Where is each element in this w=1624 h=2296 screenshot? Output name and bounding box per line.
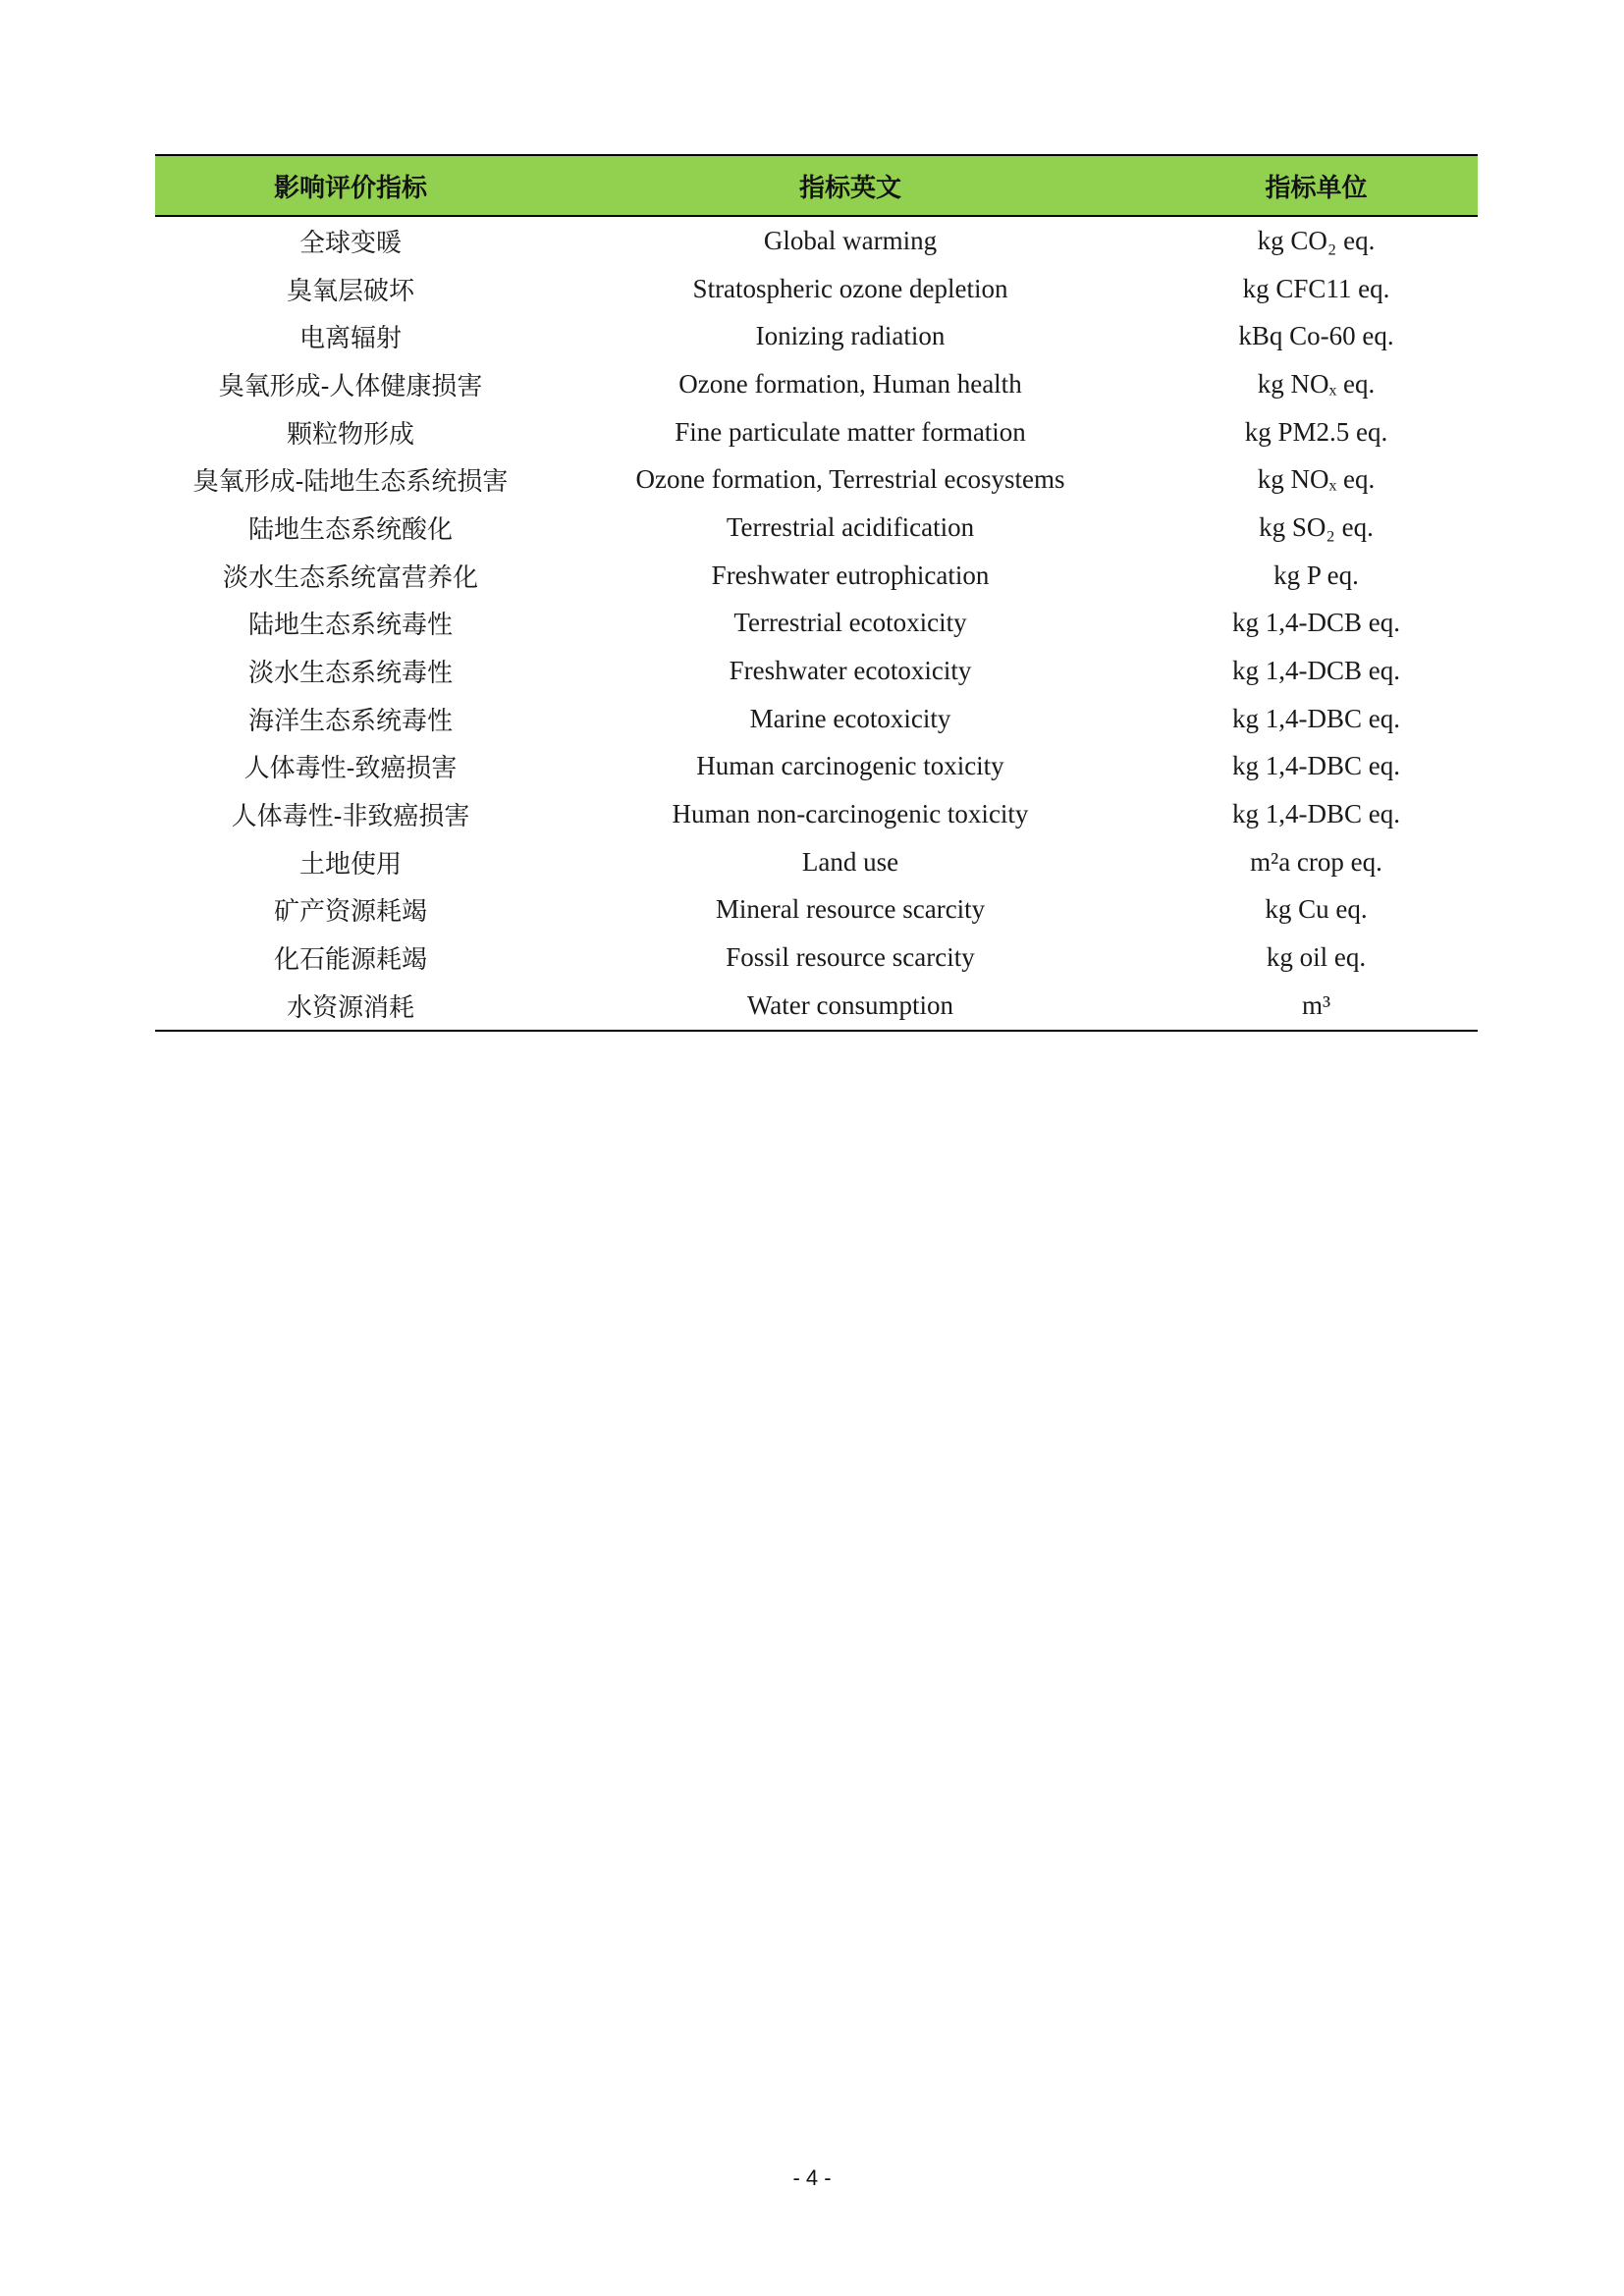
unit-cell: m³ xyxy=(1155,982,1478,1031)
indicator-cell: 颗粒物形成 xyxy=(286,419,414,450)
unit-cell: kg NOₓ eq. xyxy=(1257,464,1376,495)
page-number: - 4 - xyxy=(792,2165,832,2190)
unit-cell: kg PM2.5 eq. xyxy=(1244,416,1388,447)
indicator-cell: 臭氧形成-陆地生态系统损害 xyxy=(192,467,509,498)
table-header-row xyxy=(155,155,1478,216)
unit-cell: kg 1,4-DBC eq. xyxy=(1232,703,1400,733)
unit-cell: kg oil eq. xyxy=(1266,942,1367,973)
unit-cell: kg P eq. xyxy=(1273,560,1359,590)
english-name-cell: Ionizing radiation xyxy=(755,321,946,351)
impact-indicator-table xyxy=(155,154,1478,1032)
english-name-cell: Fossil resource scarcity xyxy=(726,942,975,973)
indicator-cell: 人体毒性-非致癌损害 xyxy=(231,802,470,832)
unit-cell: kg 1,4-DCB eq. xyxy=(1232,608,1400,638)
table-row xyxy=(155,312,1478,360)
unit-cell: kBq Co-60 eq. xyxy=(1238,321,1394,351)
indicator-cell: 淡水生态系统富营养化 xyxy=(222,562,478,593)
indicator-cell: 水资源消耗 xyxy=(155,982,546,1031)
table-row xyxy=(155,647,1478,695)
indicator-cell: 人体毒性-致癌损害 xyxy=(244,754,458,784)
table-row xyxy=(155,600,1478,648)
table-row xyxy=(155,360,1478,408)
table-row xyxy=(155,504,1478,552)
table-row xyxy=(155,790,1478,838)
indicator-cell: 臭氧形成-人体健康损害 xyxy=(218,371,483,401)
english-name-cell: Terrestrial ecotoxicity xyxy=(733,608,967,638)
english-name-cell: Land use xyxy=(801,846,899,877)
table-row xyxy=(155,982,1478,1031)
english-name-cell: Human non-carcinogenic toxicity xyxy=(672,799,1029,829)
indicator-cell: 化石能源耗竭 xyxy=(273,945,427,976)
indicator-cell: 土地使用 xyxy=(298,849,402,880)
english-name-cell: Fine particulate matter formation xyxy=(675,416,1026,447)
english-name-cell: Mineral resource scarcity xyxy=(715,894,986,925)
unit-cell: kg CFC11 eq. xyxy=(1242,273,1390,303)
unit-cell: kg 1,4-DCB eq. xyxy=(1232,656,1400,686)
table-row xyxy=(155,838,1478,886)
unit-cell: kg CO₂ eq. xyxy=(1257,225,1376,255)
english-name-cell: Marine ecotoxicity xyxy=(749,703,951,733)
english-name-cell: Global warming xyxy=(763,225,938,255)
indicator-cell: 臭氧层破坏 xyxy=(286,276,414,306)
table-row xyxy=(155,886,1478,934)
indicator-cell: 海洋生态系统毒性 xyxy=(247,706,453,736)
table-row xyxy=(155,743,1478,791)
english-name-cell: Water consumption xyxy=(546,982,1155,1031)
table-row xyxy=(155,695,1478,743)
table-row xyxy=(155,455,1478,504)
english-name-cell: Freshwater eutrophication xyxy=(711,560,990,590)
english-name-cell: Terrestrial acidification xyxy=(726,511,975,542)
english-name-cell: Ozone formation, Terrestrial ecosystems xyxy=(635,464,1065,495)
table-row xyxy=(155,216,1478,265)
header-english-name: 指标英文 xyxy=(546,155,1155,216)
english-name-cell: Human carcinogenic toxicity xyxy=(696,751,1004,781)
table-row xyxy=(155,408,1478,456)
unit-cell: m²a crop eq. xyxy=(1250,846,1382,877)
table-row xyxy=(155,552,1478,600)
english-name-cell: Ozone formation, Human health xyxy=(678,368,1022,399)
indicator-cell: 矿产资源耗竭 xyxy=(273,897,427,928)
indicator-cell: 全球变暖 xyxy=(298,228,402,258)
indicator-cell: 电离辐射 xyxy=(298,324,402,354)
indicator-cell: 淡水生态系统毒性 xyxy=(247,659,453,689)
english-name-cell: Freshwater ecotoxicity xyxy=(729,656,972,686)
english-name-cell: Stratospheric ozone depletion xyxy=(692,273,1008,303)
table-row xyxy=(155,265,1478,313)
table-row xyxy=(155,934,1478,982)
unit-cell: kg Cu eq. xyxy=(1265,894,1368,925)
unit-cell: kg 1,4-DBC eq. xyxy=(1232,751,1400,781)
indicator-cell: 陆地生态系统酸化 xyxy=(247,514,453,545)
unit-cell: kg 1,4-DBC eq. xyxy=(1232,799,1400,829)
table-body xyxy=(155,216,1478,1031)
header-indicator: 影响评价指标 xyxy=(155,155,546,216)
header-unit: 指标单位 xyxy=(1155,155,1478,216)
unit-cell: kg NOₓ eq. xyxy=(1257,368,1376,399)
unit-cell: kg SO₂ eq. xyxy=(1259,511,1374,542)
indicator-cell: 陆地生态系统毒性 xyxy=(247,611,453,641)
